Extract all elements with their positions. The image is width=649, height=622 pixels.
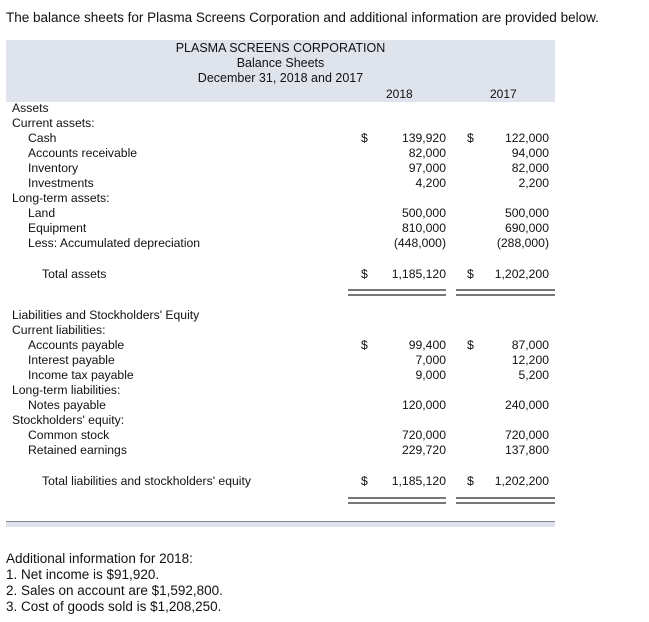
total-assets-2018: 1,185,120	[391, 267, 446, 281]
double-underline	[456, 294, 555, 296]
currency-symbol: $	[467, 267, 474, 281]
value-2018: 720,000	[401, 428, 446, 442]
row-label: Cash	[28, 131, 57, 145]
value-2018: (448,000)	[393, 236, 446, 250]
row-label: Inventory	[28, 161, 79, 175]
value-2017: 137,800	[504, 443, 549, 457]
value-2018: 97,000	[408, 161, 446, 175]
liabilities-heading: Liabilities and Stockholders' Equity	[12, 308, 200, 322]
assets-heading: Assets	[12, 101, 49, 115]
row-label: Retained earnings	[28, 443, 127, 457]
value-2018: 7,000	[415, 353, 446, 367]
currency-symbol: $	[467, 338, 474, 352]
double-underline	[456, 289, 555, 291]
value-2018: 500,000	[401, 206, 446, 220]
row-label: Common stock	[28, 428, 110, 442]
total-assets-label: Total assets	[42, 267, 107, 281]
additional-heading: Additional information for 2018:	[6, 551, 193, 566]
value-2017: 87,000	[511, 338, 549, 352]
value-2017: 2,200	[518, 176, 549, 190]
equity-heading: Stockholders' equity:	[12, 413, 125, 427]
row-label: Equipment	[28, 221, 87, 235]
row-label: Land	[28, 206, 56, 220]
row-label: Income tax payable	[28, 368, 134, 382]
currency-symbol: $	[361, 131, 368, 145]
statement-date: December 31, 2018 and 2017	[197, 71, 364, 85]
row-label: Accounts receivable	[28, 146, 138, 160]
column-header-2018: 2018	[386, 87, 413, 101]
row-label: Investments	[28, 176, 94, 190]
table-footer-bar	[6, 521, 555, 527]
value-2017: (288,000)	[496, 236, 549, 250]
row-label: Notes payable	[28, 398, 106, 412]
intro-text: The balance sheets for Plasma Screens Corporation and additional information are provided below.	[6, 10, 599, 25]
additional-item: 1. Net income is $91,920.	[6, 567, 160, 582]
total-assets-2017: 1,202,200	[494, 267, 549, 281]
value-2018: 120,000	[401, 398, 446, 412]
value-2017: 720,000	[504, 428, 549, 442]
additional-item: 3. Cost of goods sold is $1,208,250.	[6, 599, 222, 614]
double-underline	[348, 502, 446, 504]
currency-symbol: $	[361, 267, 368, 281]
value-2017: 500,000	[504, 206, 549, 220]
longterm-assets-heading: Long-term assets:	[12, 191, 110, 205]
value-2017: 240,000	[504, 398, 549, 412]
total-liabilities-label: Total liabilities and stockholders' equity	[42, 474, 251, 488]
value-2018: 4,200	[415, 176, 446, 190]
current-assets-heading: Current assets:	[12, 116, 95, 130]
double-underline	[348, 289, 446, 291]
double-underline	[456, 502, 555, 504]
value-2017: 690,000	[504, 221, 549, 235]
longterm-liabilities-heading: Long-term liabilities:	[12, 383, 121, 397]
value-2017: 5,200	[518, 368, 549, 382]
double-underline	[348, 497, 446, 499]
value-2017: 12,200	[511, 353, 549, 367]
row-label: Accounts payable	[28, 338, 125, 352]
value-2018: 810,000	[401, 221, 446, 235]
value-2018: 82,000	[408, 146, 446, 160]
value-2018: 99,400	[408, 338, 446, 352]
total-liabilities-2017: 1,202,200	[494, 474, 549, 488]
statement-title: Balance Sheets	[236, 56, 325, 70]
value-2018: 229,720	[401, 443, 446, 457]
currency-symbol: $	[467, 474, 474, 488]
additional-item: 2. Sales on account are $1,592,800.	[6, 583, 223, 598]
current-liabilities-heading: Current liabilities:	[12, 323, 106, 337]
row-label: Interest payable	[28, 353, 115, 367]
value-2018: 139,920	[401, 131, 446, 145]
total-liabilities-2018: 1,185,120	[391, 474, 446, 488]
double-underline	[456, 497, 555, 499]
value-2017: 94,000	[511, 146, 549, 160]
currency-symbol: $	[361, 338, 368, 352]
table-header	[6, 40, 555, 102]
column-header-2017: 2017	[490, 87, 517, 101]
value-2018: 9,000	[415, 368, 446, 382]
company-name: PLASMA SCREENS CORPORATION	[175, 41, 386, 55]
value-2017: 82,000	[511, 161, 549, 175]
row-label: Less: Accumulated depreciation	[28, 236, 201, 250]
currency-symbol: $	[361, 474, 368, 488]
double-underline	[348, 294, 446, 296]
value-2017: 122,000	[504, 131, 549, 145]
currency-symbol: $	[467, 131, 474, 145]
